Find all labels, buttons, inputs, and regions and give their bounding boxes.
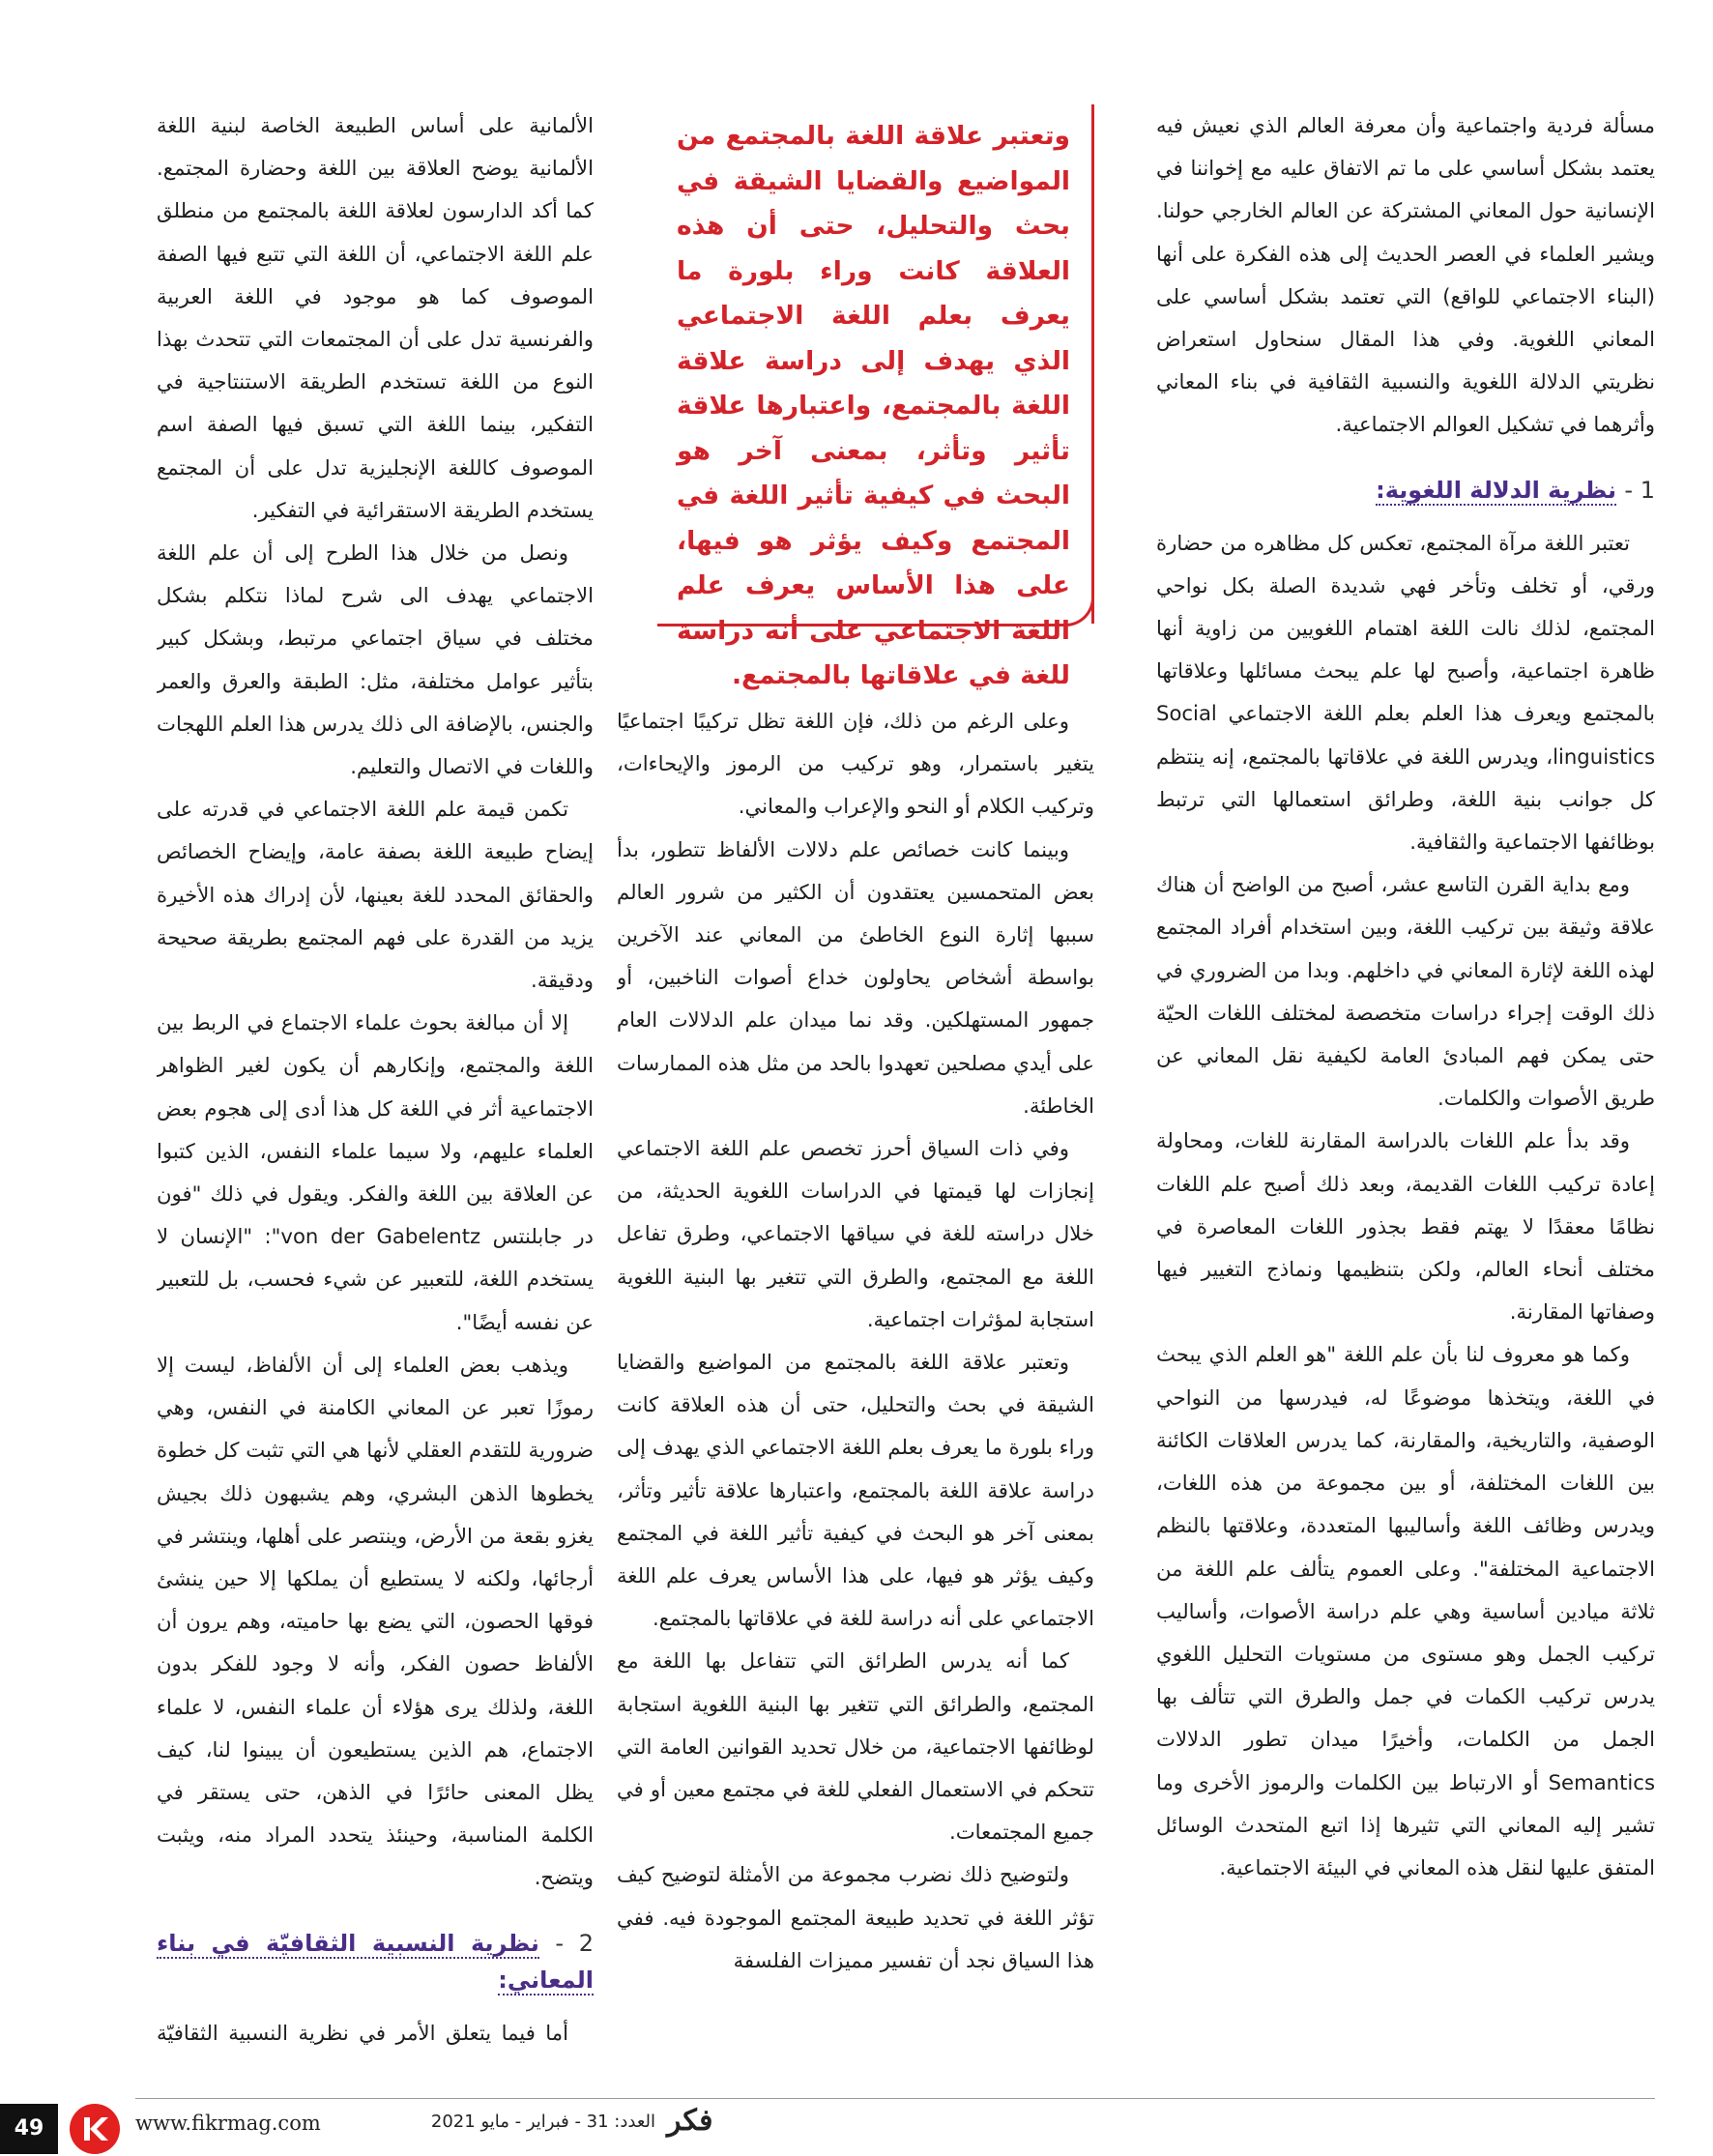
footer-divider (135, 2098, 1655, 2099)
paragraph: وكما هو معروف لنا بأن علم اللغة "هو العلم الذي يبحث في اللغة، ويتخذها موضوعًا له، فيدرسها من النواحي الوصفية، والتاريخية، والمقارنة، كما يدرس العلاقات الكائنة بين اللغات المختلفة، أو بين مجموعة من هذه اللغات، ويدرس وظائف اللغة وأساليبها المتعددة، وعلاقتها بالنظم الاجتماعية المختلفة". وعلى العموم يتألف علم اللغة من ثلاثة ميادين أساسية وهي علم دراسة الأصوات، وأساليب تركيب الجمل وهو مستوى من مستويات التحليل اللغوي يدرس تركيب الكمات في جمل والطرق التي تتألف بها الجمل من الكلمات، وأخيرًا ميدان تطور الدلالات Semantics أو الارتباط بين الكلمات والرموز الأخرى وما تشير إليه المعاني التي تثيرها إذا اتبع المتحدث الوسائل المتفق عليها لنقل هذه المعاني في البيئة الاجتماعية. (1156, 1342, 1655, 1879)
paragraph: أما فيما يتعلق الأمر في نظرية النسبية الثقافيّة (157, 2020, 568, 2045)
paragraph: وتعتبر علاقة اللغة بالمجتمع من المواضيع والقضايا الشيقة في بحث والتحليل، حتى أن هذه العلاقة كانت وراء بلورة ما يعرف بعلم اللغة الاجتماعي الذي يهدف إلى دراسة علاقة اللغة بالمجتمع، واعتبارها علاقة تأثير وتأثر، بمعنى آخر هو البحث في كيفية تأثير اللغة في المجتمع وكيف يؤثر هو فيها، على هذا الأساس يعرف علم اللغة الاجتماعي على أنه دراسة للغة في علاقاتها بالمجتمع. (617, 1350, 1094, 1631)
paragraph: إلا أن مبالغة بحوث علماء الاجتماع في الربط بين اللغة والمجتمع، وإنكارهم أن يكون لغير الظواهر الاجتماعية أثر في اللغة كل هذا أدى إلى هجوم بعض العلماء عليهم، ولا سيما علماء النفس، الذين كتبوا عن العلاقة بين اللغة والفكر. ويقول في ذلك "فون در جابلنتس von der Gabelentz": "الإنسان لا يستخدم اللغة، للتعبير عن شيء فحسب، بل للتعبير عن نفسه أيضًا". (157, 1010, 594, 1334)
middle-column (617, 700, 1094, 2039)
paragraph: كما أنه يدرس الطرائق التي تتفاعل بها اللغة مع المجتمع، والطرائق التي تتغير بها البنية اللغوية استجابة لوظائفها الاجتماعية، من خلال تحديد القوانين العامة التي تتحكم في الاستعمال الفعلي للغة في مجتمع معين أو في جميع المجتمعات. (617, 1648, 1094, 1845)
site-url[interactable]: www.fikrmag.com (135, 2112, 321, 2135)
paragraph: مسألة فردية واجتماعية وأن معرفة العالم الذي نعيش فيه يعتمد بشكل أساسي على ما تم الاتفاق عليه مع إخواننا في الإنسانية حول المعاني المشتركة عن العالم الخارجي حولنا. ويشير العلماء في العصر الحديث إلى هذه الفكرة على أنها (البناء الاجتماعي للواقع) التي تعتمد بشكل أساسي على المعاني اللغوية. وفي هذا المقال سنحاول استعراض نظريتي الدلالة اللغوية والنسبية الثقافية في بناء المعاني وأثرهما في تشكيل العوالم الاجتماعية. (1156, 113, 1655, 437)
section-title: نظرية النسبية الثقافيّة في بناء المعاني: (157, 1929, 594, 1994)
paragraph: الألمانية على أساس الطبيعة الخاصة لبنية اللغة الألمانية يوضح العلاقة بين اللغة وحضارة المجتمع. كما أكد الدارسون لعلاقة اللغة بالمجتمع من منطلق علم اللغة الاجتماعي، أن اللغة التي تتبع فيها الصفة الموصوف كما هو موجود في اللغة العربية والفرنسية تدل على أن المجتمعات التي تتحدث بهذا النوع من اللغة تستخدم الطريقة الاستنتاجية في التفكير، بينما اللغة التي تسبق فيها الصفة اسم الموصوف كاللغة الإنجليزية تدل على أن المجتمع يستخدم الطريقة الاستقرائية في التفكير. (157, 113, 594, 522)
section-number: 2 - (555, 1929, 594, 1957)
section-heading-2 (157, 1925, 594, 1998)
paragraph: تكمن قيمة علم اللغة الاجتماعي في قدرته على إيضاح طبيعة اللغة بصفة عامة، وإيضاح الخصائص والحقائق المحدد للغة بعينها، لأن إدراك هذه الأخيرة يزيد من القدرة على فهم المجتمع بطريقة صحيحة ودقيقة. (157, 797, 594, 993)
pull-quote: وتعتبر علاقة اللغة بالمجتمع من المواضيع والقضايا الشيقة في بحث والتحليل، حتى أن هذه العلاقة كانت وراء بلورة ما يعرف بعلم اللغة الاجتماعي الذي يهدف إلى دراسة علاقة اللغة بالمجتمع، واعتبارها علاقة تأثير وتأثر، بمعنى آخر هو البحث في كيفية تأثير اللغة في المجتمع وكيف يؤثر هو فيها، على هذا الأساس يعرف علم اللغة الاجتماعي على أنه دراسة للغة في علاقاتها بالمجتمع. (657, 104, 1094, 626)
paragraph: وفي ذات السياق أحرز تخصص علم اللغة الاجتماعي إنجازات لها قيمتها في الدراسات اللغوية الحديثة، من خلال دراسته للغة في سياقها الاجتماعي، وطرق تفاعل اللغة مع المجتمع، والطرق التي تتغير بها البنية اللغوية استجابة لمؤثرات اجتماعية. (617, 1136, 1094, 1331)
issue-info: العدد: 31 - فبراير - مايو 2021 (430, 2112, 655, 2132)
paragraph: ويذهب بعض العلماء إلى أن الألفاظ، ليست إلا رموزًا تعبر عن المعاني الكامنة في النفس، وهي ضرورية للتقدم العقلي لأنها هي التي تثبت كل خطوة يخطوها الذهن البشري، وهم يشبهون ذلك بجيش يغزو بقعة من الأرض، وينتصر على أهلها، وينتشر في أرجائها، ولكنه لا يستطيع أن يملكها إلا حين ينشئ فوقها الحصون، التي يضع بها حاميته، وهم يرون أن الألفاظ حصون الفكر، وأنه لا وجود للفكر بدون اللغة، ولذلك يرى هؤلاء أن علماء النفس، لا علماء الاجتماع، هم الذين يستطيعون أن يبينوا لنا، كيف يظل المعنى حائرًا في الذهن، حتى يستقر في الكلمة المناسبة، وحينئذ يتحدد المراد منه، ويثبت ويتضح. (157, 1352, 594, 1890)
section-number: 1 - (1624, 476, 1655, 504)
left-column (157, 104, 594, 2048)
paragraph: ومع بداية القرن التاسع عشر، أصبح من الواضح أن هناك علاقة وثيقة بين تركيب اللغة، وبين استخدام أفراد المجتمع لهذه اللغة لإثارة المعاني في داخلهم. وبدا من الضروري في ذلك الوقت إجراء دراسات متخصصة لمختلف اللغات الحيّة حتى يمكن فهم المبادئ العامة لكيفية نقل المعاني عن طريق الأصوات والكلمات. (1156, 872, 1655, 1111)
magazine-name: فكر (667, 2104, 713, 2138)
paragraph: ولتوضيح ذلك نضرب مجموعة من الأمثلة لتوضيح كيف تؤثر اللغة في تحديد طبيعة المجتمع الموجودة فيه. ففي هذا السياق نجد أن تفسير مميزات الفلسفة (617, 1862, 1094, 1972)
paragraph: ونصل من خلال هذا الطرح إلى أن علم اللغة الاجتماعي يهدف الى شرح لماذا نتكلم بشكل مختلف في سياق اجتماعي مرتبط، وبشكل كبير بتأثير عوامل مختلفة، مثل: الطبقة والعرق والعمر والجنس، بالإضافة الى ذلك يدرس هذا العلم اللهجات واللغات في الاتصال والتعليم. (157, 540, 594, 779)
paragraph: وبينما كانت خصائص علم دلالات الألفاظ تتطور، بدأ بعض المتحمسين يعتقدون أن الكثير من شرور العالم سببها إثارة النوع الخاطئ من المعاني عند الآخرين بواسطة أشخاص يحاولون خداع أصوات الناخبين، أو جمهور المستهلكين. وقد نما ميدان علم الدلالات العام على أيدي مصلحين تعهدوا بالحد من مثل هذه الممارسات الخاطئة. (617, 836, 1094, 1118)
paragraph: وقد بدأ علم اللغات بالدراسة المقارنة للغات، ومحاولة إعادة تركيب اللغات القديمة، وبعد ذلك أصبح علم اللغات نظامًا معقدًا لا يهتم فقط بجذور اللغات المعاصرة في مختلف أنحاء العالم، ولكن بتنظيمها ونماذج التغيير فيها وصفاتها المقارنة. (1156, 1128, 1655, 1325)
page-footer (0, 2098, 1713, 2156)
section-heading-1 (1156, 472, 1655, 509)
paragraph: وعلى الرغم من ذلك، فإن اللغة تظل تركيبًا اجتماعيًا يتغير باستمرار، وهو تركيب من الرموز والإيحاءات، وتركيب الكلام أو النحو والإعراب والمعاني. (617, 709, 1094, 819)
magazine-logo-icon (70, 2104, 120, 2154)
right-column (1156, 104, 1655, 2038)
section-title: نظرية الدلالة اللغوية: (1376, 476, 1617, 504)
paragraph: تعتبر اللغة مرآة المجتمع، تعكس كل مظاهره من حضارة ورقي، أو تخلف وتأخر فهي شديدة الصلة بكل نواحي المجتمع، لذلك نالت اللغة اهتمام اللغويين من زاوية أنها ظاهرة اجتماعية، وأصبح لها علم يبحث مسائلها وعلاقاتها بالمجتمع ويعرف هذا العلم بعلم اللغة الاجتماعي Social linguistics، ويدرس اللغة في علاقاتها بالمجتمع، إنه ينتظم كل جوانب بنية اللغة، وطرائق استعمالها التي ترتبط بوظائفها الاجتماعية والثقافية. (1156, 530, 1655, 855)
page-number: 49 (0, 2104, 58, 2154)
